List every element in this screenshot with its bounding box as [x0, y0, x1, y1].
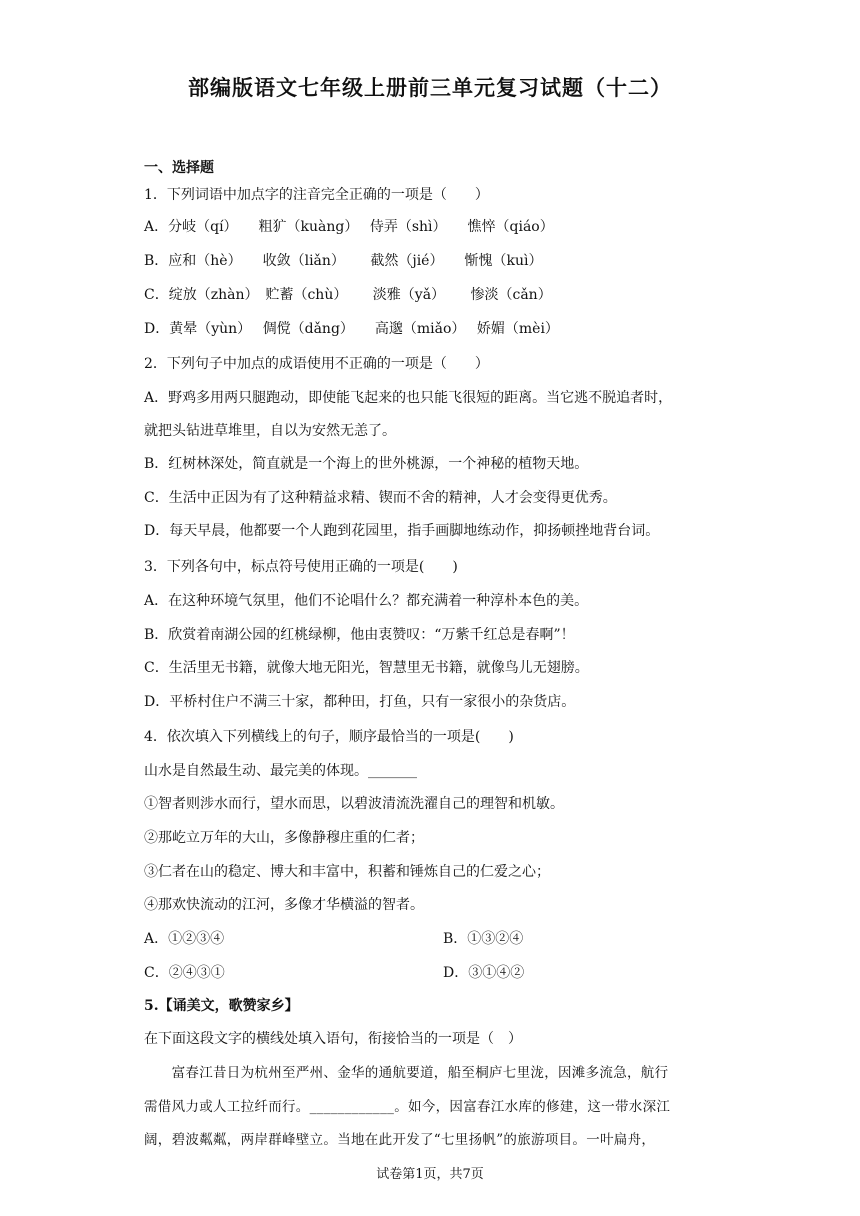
q1-option-b: B．应和（hè） 收敛（liǎn） 截然（jié） 惭愧（kuì） — [144, 253, 543, 269]
q2-option-b: B．红树林深处，简直就是一个海上的世外桃源，一个神秘的植物天地。 — [144, 456, 589, 472]
section-heading: 一、选择题 — [144, 160, 214, 176]
q2-stem: 2．下列句子中加点的成语使用不正确的一项是（ ） — [144, 356, 489, 372]
q3-stem: 3．下列各句中，标点符号使用正确的一项是( ) — [144, 559, 458, 575]
q3-option-c: C．生活里无书籍，就像大地无阳光，智慧里无书籍，就像鸟儿无翅膀。 — [144, 660, 589, 676]
q3-option-b: B．欣赏着南湖公园的红桃绿柳，他由衷赞叹：“万紫千红总是春啊”！ — [144, 627, 575, 643]
q4-option-d: D．③①④② — [443, 965, 525, 981]
q2-option-c: C．生活中正因为有了这种精益求精、锲而不舍的精神，人才会变得更优秀。 — [144, 490, 617, 506]
q1-option-c: C．绽放（zhàn） 贮蓄（chù） 淡雅（yǎ） 惨淡（cǎn） — [144, 287, 552, 303]
q5-stem: 在下面这段文字的横线处填入语句，衔接恰当的一项是（ ） — [144, 1031, 522, 1047]
q4-lead: 山水是自然最生动、最完美的体现。_______ — [144, 763, 417, 779]
page-footer: 试卷第1页，共7页 — [376, 1167, 484, 1182]
q4-option-b: B．①③②④ — [443, 931, 524, 947]
q4-sentence-2: ②那屹立万年的大山，多像静穆庄重的仁者； — [144, 830, 424, 846]
q1-option-d: D．黄晕（yùn） 倜傥（dǎng） 高邈（miǎo） 娇媚（mèi） — [144, 321, 559, 337]
page-title: 部编版语文七年级上册前三单元复习试题（十二） — [188, 76, 672, 100]
q4-stem: 4．依次填入下列横线上的句子，顺序最恰当的一项是( ) — [144, 729, 514, 745]
q4-option-a: A．①②③④ — [144, 931, 225, 947]
q4-sentence-1: ①智者则涉水而行，望水而思，以碧波清流洗濯自己的理智和机敏。 — [144, 796, 564, 812]
q5-passage-line-1: 富春江昔日为杭州至严州、金华的通航要道，船至桐庐七里泷，因滩多流急，航行 — [144, 1065, 669, 1081]
q2-option-d: D．每天早晨，他都要一个人跑到花园里，指手画脚地练动作，抑扬顿挫地背台词。 — [144, 523, 660, 539]
q3-option-d: D．平桥村住户不满三十家，都种田，打鱼，只有一家很小的杂货店。 — [144, 694, 576, 710]
q4-sentence-4: ④那欢快流动的江河，多像才华横溢的智者。 — [144, 897, 424, 913]
q5-passage-line-2: 需借风力或人工拉纤而行。____________。如今，因富春江水库的修建，这一带水深江 — [144, 1099, 671, 1115]
q5-heading: 5.【诵美文，歌赞家乡】 — [144, 998, 299, 1014]
q2-option-a: A．野鸡多用两只腿跑动，即使能飞起来的也只能飞很短的距离。当它逃不脱追者时， — [144, 390, 673, 406]
q1-stem: 1．下列词语中加点字的注音完全正确的一项是（ ） — [144, 187, 489, 203]
q4-option-c: C．②④③① — [144, 965, 225, 981]
q5-passage-line-3: 阔，碧波粼粼，两岸群峰壁立。当地在此开发了“七里扬帆”的旅游项目。一叶扁舟， — [144, 1132, 656, 1148]
q2-option-a-cont: 就把头钻进草堆里，自以为安然无恙了。 — [144, 423, 396, 439]
q1-option-a: A．分岐（qí） 粗犷（kuàng） 侍弄（shì） 憔悴（qiáo） — [144, 219, 554, 235]
q4-sentence-3: ③仁者在山的稳定、博大和丰富中，积蓄和锤炼自己的仁爱之心； — [144, 864, 550, 880]
q3-option-a: A．在这种环境气氛里，他们不论唱什么？都充满着一种淳朴本色的美。 — [144, 593, 589, 609]
